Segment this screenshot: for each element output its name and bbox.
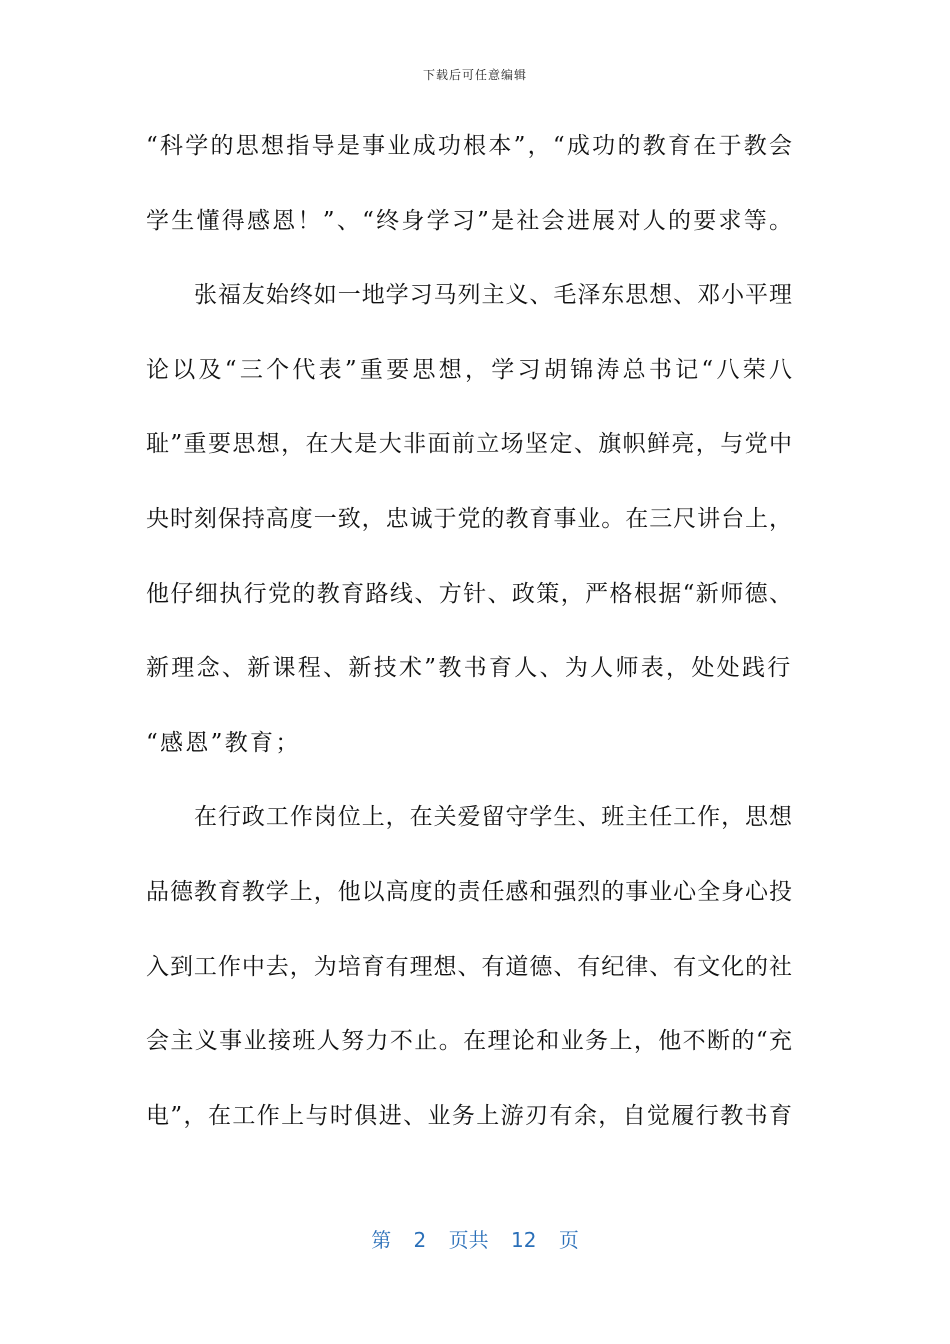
footer-total-pages: 12	[511, 1228, 537, 1252]
text-line-10: 在行政工作岗位上，在关爱留守学生、班主任工作，思想	[194, 804, 792, 831]
footer-middle: 页共	[448, 1228, 489, 1252]
footer-suffix: 页	[558, 1228, 579, 1252]
page-header	[0, 66, 950, 83]
text-line-2: 学生懂得感恩！”、“终身学习”是社会进展对人的要求等。	[146, 207, 792, 234]
footer-page-number: 2	[413, 1228, 427, 1252]
text-line-14: 电”，在工作上与时俱进、业务上游刃有余，自觉履行教书育	[146, 1102, 792, 1129]
text-line-6: 央时刻保持高度一致，忠诚于党的教育事业。在三尺讲台上，	[146, 505, 792, 532]
document-body	[146, 120, 792, 1164]
text-line-7: 他仔细执行党的教育路线、方针、政策，严格根据“新师德、	[146, 580, 792, 607]
text-line-13: 会主义事业接班人努力不止。在理论和业务上，他不断的“充	[146, 1028, 792, 1055]
text-line-5: 耻”重要思想，在大是大非面前立场坚定、旗帜鲜亮，与党中	[146, 431, 792, 458]
footer-prefix: 第	[371, 1228, 392, 1252]
page-footer	[0, 1224, 950, 1253]
text-line-9: “感恩”教育；	[146, 729, 301, 756]
text-line-3: 张福友始终如一地学习马列主义、毛泽东思想、邓小平理	[194, 282, 792, 309]
text-line-1: “科学的思想指导是事业成功根本”，“成功的教育在于教会	[146, 133, 792, 159]
header-text: 下载后可任意编辑	[422, 68, 527, 82]
text-line-12: 入到工作中去，为培育有理想、有道德、有纪律、有文化的社	[146, 953, 792, 980]
text-line-4: 论以及“三个代表”重要思想，学习胡锦涛总书记“八荣八	[146, 356, 792, 383]
text-line-8: 新理念、新课程、新技术”教书育人、为人师表，处处践行	[146, 655, 793, 682]
text-line-11: 品德教育教学上，他以高度的责任感和强烈的事业心全身心投	[146, 878, 792, 905]
